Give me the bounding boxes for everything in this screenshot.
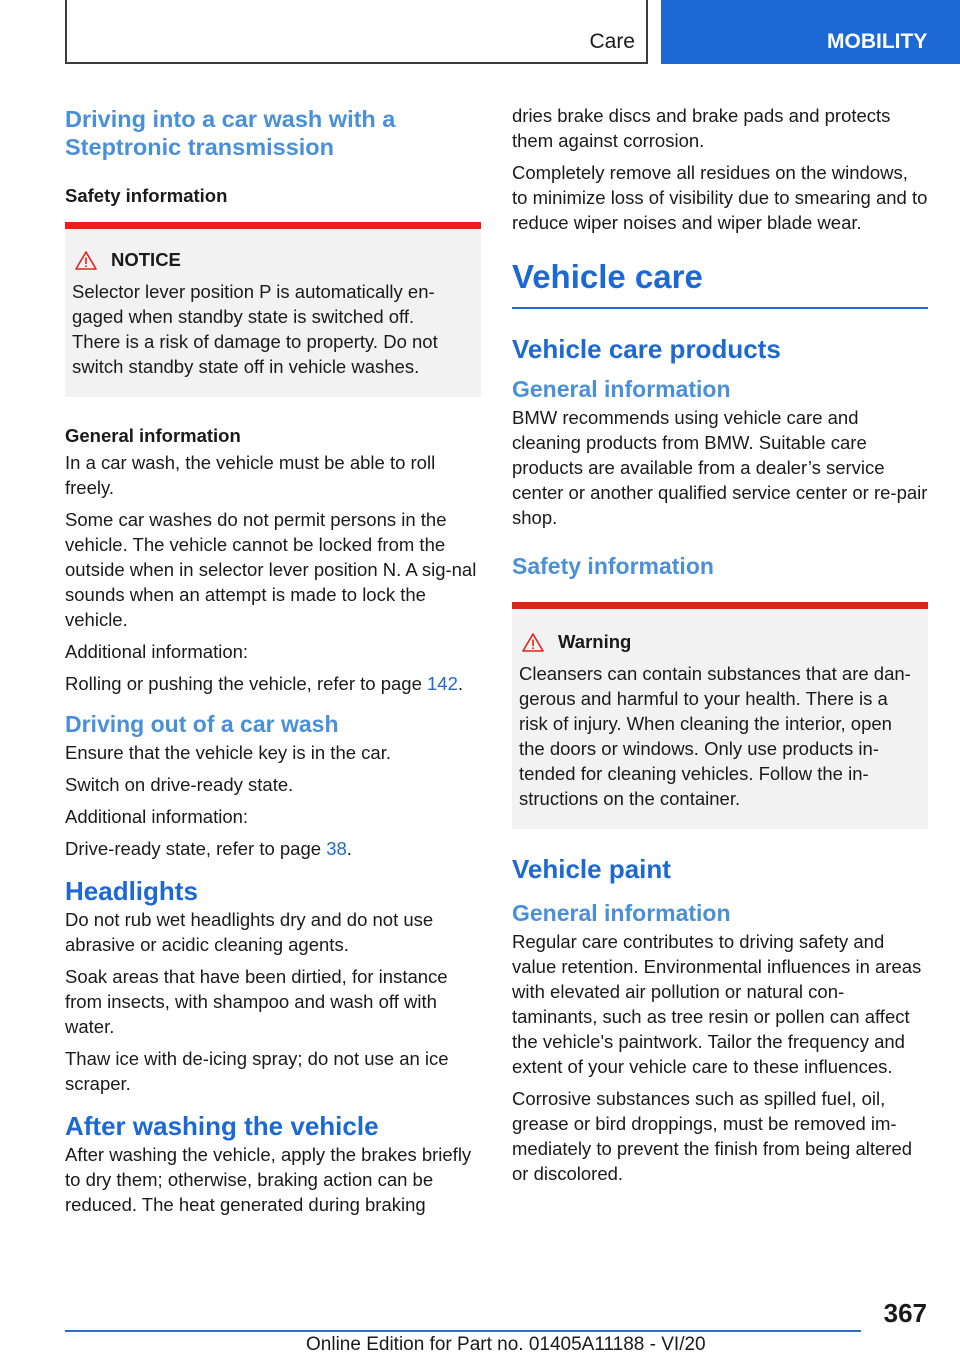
section-heading-care-products: Vehicle care products	[512, 334, 781, 364]
notice-line: Selector lever position P is automatically en-	[72, 281, 435, 302]
notice-line: There is a risk of damage to property. Do not	[72, 331, 438, 352]
warning-title	[519, 631, 921, 653]
footer-edition-text: Online Edition for Part no. 01405A11188 - VI/20	[306, 1334, 706, 1355]
notice-title-text: NOTICE	[111, 249, 181, 270]
warning-line: tended for cleaning vehicles. Follow the in-	[519, 763, 869, 784]
header-section-title: Care	[589, 30, 635, 53]
paragraph: Ensure that the vehicle key is in the car.	[65, 742, 391, 763]
section-heading-after-washing: After washing the vehicle	[65, 1111, 379, 1141]
paragraph: Do not rub wet headlights dry and do not use abrasive or acidic cleaning agents.	[65, 909, 434, 955]
section-heading-vehicle-paint: Vehicle paint	[512, 854, 671, 884]
notice-title	[72, 249, 474, 271]
subheading-general-information: General information	[512, 900, 731, 926]
paragraph-with-link: Drive-ready state, refer to page 38.	[65, 838, 352, 859]
warning-line: the doors or windows. Only use products in-	[519, 738, 879, 759]
heading-rule	[512, 307, 928, 309]
paragraph: Additional information:	[65, 806, 249, 827]
safety-information-label: Safety information	[65, 185, 228, 206]
page-link-142[interactable]: 142	[427, 673, 458, 694]
warning-box	[512, 602, 928, 829]
page-number: 367	[883, 1298, 927, 1328]
left-column	[65, 103, 481, 1224]
paragraph-with-link: Rolling or pushing the vehicle, refer to page 142.	[65, 673, 464, 694]
notice-box	[65, 222, 481, 397]
paragraph: Switch on drive-ready state.	[65, 774, 294, 795]
paragraph: Completely remove all residues on the windows, to minimize loss of visibility due to smearing and to reduce wiper noises and wiper blade wear.	[512, 162, 928, 233]
footer-rule	[65, 1330, 861, 1332]
warning-triangle-icon	[522, 633, 544, 652]
warning-line: risk of injury. When cleaning the interior, open	[519, 713, 892, 734]
paragraph-text: Drive-ready state, refer to page	[65, 838, 327, 859]
paragraph: Corrosive substances such as spilled fuel, oil, grease or bird droppings, must be removed im-mediately to prevent the finish from being altered or discolored.	[512, 1088, 913, 1184]
chapter-heading-vehicle-care: Vehicle care	[512, 258, 703, 295]
section-heading-driving-out: Driving out of a car wash	[65, 711, 339, 737]
notice-line: switch standby state off in vehicle washes.	[72, 356, 420, 377]
paragraph: dries brake discs and brake pads and protects them against corrosion.	[512, 105, 891, 151]
warning-line: structions on the container.	[519, 788, 741, 809]
paragraph: Soak areas that have been dirtied, for instance from insects, with shampoo and wash off with water.	[65, 966, 448, 1037]
warning-line: gerous and harmful to your health. There is a	[519, 688, 888, 709]
paragraph-text: Rolling or pushing the vehicle, refer to page	[65, 673, 427, 694]
page-link-38[interactable]: 38	[326, 838, 347, 859]
right-column	[512, 103, 928, 1193]
header-frame	[65, 0, 648, 64]
paragraph: After washing the vehicle, apply the brakes briefly to dry them; otherwise, braking action can be reduced. The heat generated during braking	[65, 1144, 472, 1215]
paragraph: BMW recommends using vehicle care and cleaning products from BMW. Suitable care products are available from a dealer’s service center or another qualified service center or re-pair shop.	[512, 407, 928, 528]
paragraph: Some car washes do not permit persons in the vehicle. The vehicle cannot be locked from the outside when in selector lever position N. A sig-nal sounds when an attempt is made to lock the vehicle.	[65, 509, 477, 630]
header-chapter-tab[interactable]: MOBILITY	[661, 0, 960, 64]
paragraph: Additional information:	[65, 641, 249, 662]
general-information-label: General information	[65, 425, 241, 446]
warning-title-text: Warning	[558, 631, 632, 652]
paragraph: Regular care contributes to driving safety and value retention. Environmental influences in areas with elevated air pollution or natural con-taminants, such as tree resin or pollen can affect the vehicle's paintwork. Tailor the frequency and extent of your vehicle care to these influences.	[512, 931, 922, 1077]
paragraph: In a car wash, the vehicle must be able to roll freely.	[65, 452, 436, 498]
notice-line: gaged when standby state is switched off.	[72, 306, 415, 327]
warning-triangle-icon	[75, 251, 97, 270]
paragraph: Thaw ice with de-icing spray; do not use an ice scraper.	[65, 1048, 449, 1094]
subheading-safety-information: Safety information	[512, 553, 714, 579]
section-heading-headlights: Headlights	[65, 876, 198, 906]
subheading-general-information: General information	[512, 376, 731, 402]
warning-line: Cleansers can contain substances that are dan-	[519, 663, 911, 684]
section-heading-car-wash: Driving into a car wash with a Steptronic transmission	[65, 106, 396, 160]
